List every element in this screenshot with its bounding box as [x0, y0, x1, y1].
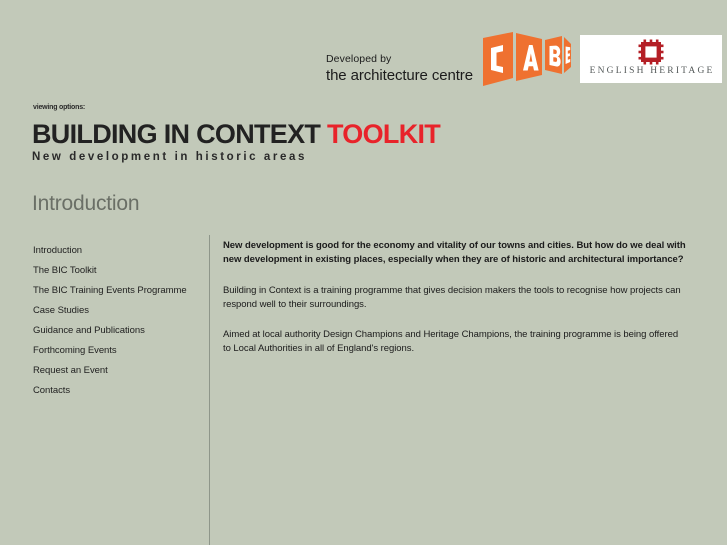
main-content	[223, 239, 688, 372]
sidebar-nav	[33, 241, 198, 401]
masthead	[32, 119, 440, 163]
sidebar-item-introduction[interactable]: Introduction	[33, 245, 83, 256]
architecture-centre-logo-text: the architecture centre	[326, 67, 473, 84]
sidebar-item-the-bic-training-events-programme[interactable]: The BIC Training Events Programme	[33, 285, 187, 296]
site-tagline: New development in historic areas	[32, 151, 307, 163]
sidebar-item-case-studies[interactable]: Case Studies	[33, 305, 89, 316]
english-heritage-portcullis-icon	[638, 39, 664, 65]
developed-by-credit	[326, 53, 473, 84]
english-heritage-logo[interactable]	[580, 35, 722, 83]
sidebar-item-contacts[interactable]: Contacts	[33, 385, 71, 396]
page-title: Introduction	[32, 192, 140, 215]
viewing-options-label[interactable]: viewing options:	[33, 104, 86, 111]
site-title-accent: TOOLKIT	[327, 119, 441, 149]
content-paragraph-lead: New development is good for the economy and vitality of our towns and cities. But how do we deal with new development in existing places, especially when they are of historic and architectural importance?	[223, 240, 686, 265]
site-title-main: BUILDING IN CONTEXT	[32, 119, 327, 149]
sidebar-item-guidance-and-publications[interactable]: Guidance and Publications	[33, 325, 145, 336]
sidebar-item-request-an-event[interactable]: Request an Event	[33, 365, 108, 376]
header-logo-strip	[0, 0, 727, 100]
content-paragraph-2: Building in Context is a training programme that gives decision makers the tools to recognise how projects can respond well to their surroundings.	[223, 285, 681, 310]
site-title	[32, 119, 440, 149]
vertical-divider	[209, 235, 210, 545]
english-heritage-wordmark: ENGLISH HERITAGE	[589, 66, 715, 76]
sidebar-item-forthcoming-events[interactable]: Forthcoming Events	[33, 345, 117, 356]
content-paragraph-3: Aimed at local authority Design Champions and Heritage Champions, the training programme is being offered to Local Authorities in all of England's regions.	[223, 329, 679, 354]
developed-by-label: Developed by	[326, 53, 392, 65]
cabe-logo[interactable]	[483, 32, 571, 86]
sidebar-item-the-bic-toolkit[interactable]: The BIC Toolkit	[33, 265, 97, 276]
